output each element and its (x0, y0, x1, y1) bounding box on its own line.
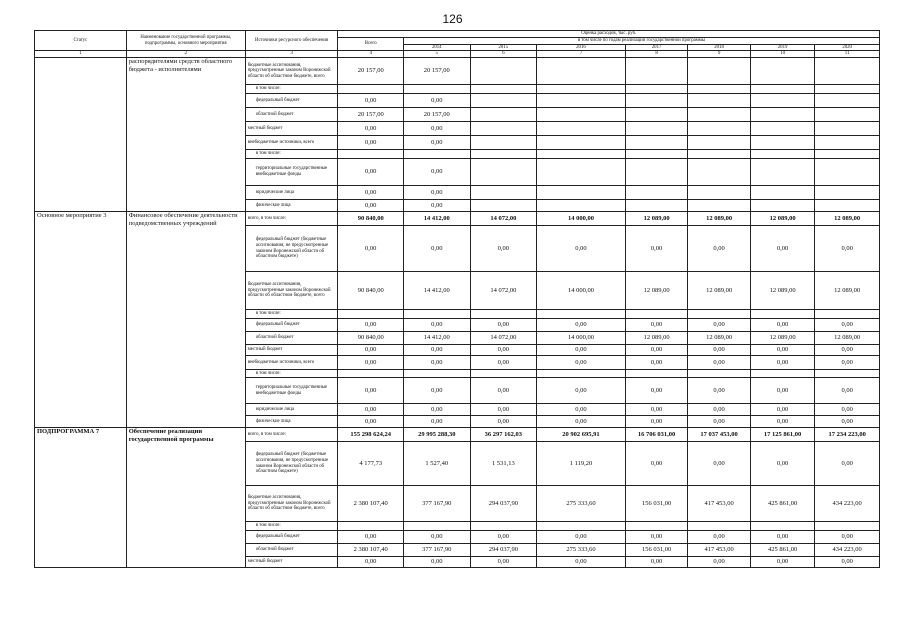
amount-cell: 425 861,00 (750, 486, 815, 522)
amount-cell: 14 000,00 (537, 332, 626, 345)
amount-cell (338, 85, 404, 94)
amount-cell (404, 522, 471, 531)
row-program-name: Обеспечение реализации государственной программы (126, 428, 245, 568)
amount-cell (750, 108, 815, 122)
amount-cell: 0,00 (537, 345, 626, 356)
amount-cell: 0,00 (537, 226, 626, 272)
funding-source: всего, в том числе: (245, 212, 338, 226)
amount-cell (537, 522, 626, 531)
amount-cell: 275 333,60 (537, 486, 626, 522)
amount-cell: 0,00 (470, 378, 537, 404)
amount-cell: 0,00 (625, 345, 688, 356)
amount-cell (625, 136, 688, 150)
funding-source: местный бюджет (245, 557, 338, 568)
amount-cell: 0,00 (338, 404, 404, 416)
amount-cell (688, 159, 751, 186)
amount-cell (750, 85, 815, 94)
amount-cell (470, 200, 537, 212)
amount-cell: 0,00 (815, 404, 880, 416)
amount-cell: 0,00 (688, 345, 751, 356)
amount-cell: 0,00 (625, 226, 688, 272)
amount-cell: 2 380 107,40 (338, 544, 404, 557)
amount-cell: 20 157,00 (404, 108, 471, 122)
amount-cell (815, 522, 880, 531)
funding-source: территориальные государственные внебюджетные фонды (245, 378, 338, 404)
amount-cell: 0,00 (688, 557, 751, 568)
amount-cell (537, 122, 626, 136)
amount-cell: 0,00 (815, 345, 880, 356)
amount-cell: 0,00 (815, 319, 880, 332)
amount-cell: 0,00 (537, 319, 626, 332)
amount-cell: 0,00 (470, 226, 537, 272)
amount-cell (688, 150, 751, 159)
amount-cell (625, 58, 688, 85)
funding-source: федеральный бюджет (245, 94, 338, 108)
amount-cell: 0,00 (404, 186, 471, 200)
amount-cell: 90 840,00 (338, 212, 404, 226)
header-status: Статус (35, 31, 127, 51)
funding-source: в том числе: (245, 150, 338, 159)
amount-cell (625, 200, 688, 212)
amount-cell (688, 522, 751, 531)
amount-cell: 0,00 (688, 416, 751, 428)
amount-cell: 0,00 (338, 186, 404, 200)
amount-cell: 0,00 (338, 226, 404, 272)
amount-cell (688, 370, 751, 378)
amount-cell (815, 370, 880, 378)
header-year: 2015 (470, 44, 537, 51)
column-number: 8 (625, 51, 688, 58)
amount-cell: 0,00 (404, 200, 471, 212)
amount-cell: 417 453,00 (688, 486, 751, 522)
amount-cell (470, 159, 537, 186)
amount-cell (537, 85, 626, 94)
amount-cell (688, 136, 751, 150)
amount-cell: 155 298 624,24 (338, 428, 404, 442)
amount-cell: 0,00 (338, 356, 404, 370)
amount-cell: 17 037 453,00 (688, 428, 751, 442)
amount-cell (537, 150, 626, 159)
amount-cell: 20 157,00 (404, 58, 471, 85)
funding-source: местный бюджет (245, 122, 338, 136)
amount-cell (750, 122, 815, 136)
amount-cell (750, 58, 815, 85)
amount-cell (688, 122, 751, 136)
amount-cell (688, 200, 751, 212)
amount-cell: 0,00 (404, 378, 471, 404)
amount-cell: 294 037,90 (470, 486, 537, 522)
amount-cell: 0,00 (750, 345, 815, 356)
amount-cell: 0,00 (625, 557, 688, 568)
funding-source: юридические лица (245, 404, 338, 416)
amount-cell: 0,00 (750, 404, 815, 416)
amount-cell (537, 58, 626, 85)
amount-cell (404, 310, 471, 319)
amount-cell (625, 94, 688, 108)
amount-cell (688, 310, 751, 319)
funding-source: бюджетные ассигнования, предусмотренные законом Воронежской области об областном бюджете, всего (245, 272, 338, 310)
column-number: 4 (338, 51, 404, 58)
amount-cell: 0,00 (815, 356, 880, 370)
amount-cell: 20 157,00 (338, 58, 404, 85)
amount-cell: 20 157,00 (338, 108, 404, 122)
row-status (35, 58, 127, 212)
amount-cell: 377 167,90 (404, 544, 471, 557)
header-estimate: Оценка расходов, тыс. руб. (338, 31, 880, 38)
amount-cell: 0,00 (625, 416, 688, 428)
amount-cell: 0,00 (815, 531, 880, 544)
funding-source: федеральный бюджет (бюджетные ассигнования, не предусмотренные законом Воронежской области об областном бюджете) (245, 442, 338, 486)
amount-cell (750, 94, 815, 108)
amount-cell (537, 200, 626, 212)
amount-cell: 14 000,00 (537, 212, 626, 226)
funding-source: местный бюджет (245, 345, 338, 356)
amount-cell: 0,00 (338, 159, 404, 186)
amount-cell (625, 122, 688, 136)
amount-cell: 434 223,00 (815, 486, 880, 522)
amount-cell (688, 85, 751, 94)
amount-cell (338, 150, 404, 159)
amount-cell: 0,00 (404, 416, 471, 428)
column-number: 1 (35, 51, 127, 58)
amount-cell (404, 370, 471, 378)
amount-cell: 1 527,40 (404, 442, 471, 486)
amount-cell: 14 412,00 (404, 212, 471, 226)
amount-cell (815, 136, 880, 150)
amount-cell: 12 089,00 (688, 332, 751, 345)
amount-cell: 12 089,00 (625, 272, 688, 310)
amount-cell (625, 150, 688, 159)
amount-cell (625, 108, 688, 122)
amount-cell: 14 412,00 (404, 332, 471, 345)
header-name: Наименование государственной программы, подпрограммы, основного мероприятия (126, 31, 245, 51)
amount-cell: 17 125 861,00 (750, 428, 815, 442)
amount-cell: 0,00 (404, 557, 471, 568)
amount-cell: 156 031,00 (625, 544, 688, 557)
amount-cell: 377 167,90 (404, 486, 471, 522)
row-status: Основное мероприятие 3 (35, 212, 127, 428)
amount-cell: 20 902 695,91 (537, 428, 626, 442)
funding-source: территориальные государственные внебюджетные фонды (245, 159, 338, 186)
amount-cell: 0,00 (750, 356, 815, 370)
amount-cell: 425 861,00 (750, 544, 815, 557)
column-number: 7 (537, 51, 626, 58)
amount-cell: 0,00 (338, 345, 404, 356)
amount-cell: 434 223,00 (815, 544, 880, 557)
amount-cell: 0,00 (815, 378, 880, 404)
amount-cell: 275 333,60 (537, 544, 626, 557)
amount-cell (688, 58, 751, 85)
amount-cell: 0,00 (404, 404, 471, 416)
amount-cell (470, 94, 537, 108)
amount-cell: 0,00 (338, 94, 404, 108)
amount-cell: 0,00 (688, 442, 751, 486)
amount-cell (750, 522, 815, 531)
amount-cell (470, 85, 537, 94)
amount-cell: 12 089,00 (625, 212, 688, 226)
amount-cell (815, 159, 880, 186)
column-number: 2 (126, 51, 245, 58)
amount-cell: 0,00 (537, 404, 626, 416)
amount-cell (815, 122, 880, 136)
funding-source: в том числе: (245, 370, 338, 378)
amount-cell: 0,00 (470, 404, 537, 416)
column-number: 11 (815, 51, 880, 58)
amount-cell: 0,00 (625, 442, 688, 486)
header-year: 2018 (688, 44, 751, 51)
amount-cell: 0,00 (338, 557, 404, 568)
funding-source: областной бюджет (245, 544, 338, 557)
amount-cell: 0,00 (815, 416, 880, 428)
amount-cell: 0,00 (338, 416, 404, 428)
funding-source: федеральный бюджет (бюджетные ассигнования, не предусмотренные законом Воронежской области об областном бюджете) (245, 226, 338, 272)
header-year: 2014 (404, 44, 471, 51)
header-total: Всего (338, 37, 404, 51)
amount-cell (688, 186, 751, 200)
amount-cell: 1 531,13 (470, 442, 537, 486)
amount-cell (537, 310, 626, 319)
funding-source: бюджетные ассигнования, предусмотренные законом Воронежской области об областном бюджете, всего (245, 58, 338, 85)
amount-cell (625, 370, 688, 378)
header-year: 2020 (815, 44, 880, 51)
amount-cell: 0,00 (750, 226, 815, 272)
amount-cell: 0,00 (470, 356, 537, 370)
amount-cell: 0,00 (815, 442, 880, 486)
amount-cell: 0,00 (338, 200, 404, 212)
amount-cell (688, 108, 751, 122)
amount-cell: 0,00 (688, 319, 751, 332)
amount-cell: 4 177,73 (338, 442, 404, 486)
amount-cell: 12 089,00 (688, 212, 751, 226)
amount-cell: 0,00 (404, 356, 471, 370)
amount-cell: 0,00 (404, 345, 471, 356)
amount-cell: 0,00 (338, 319, 404, 332)
amount-cell: 294 037,90 (470, 544, 537, 557)
amount-cell (470, 310, 537, 319)
funding-source: всего, в том числе: (245, 428, 338, 442)
funding-source: областной бюджет (245, 332, 338, 345)
amount-cell: 14 412,00 (404, 272, 471, 310)
amount-cell: 0,00 (404, 94, 471, 108)
amount-cell: 0,00 (404, 531, 471, 544)
funding-source: физические лица (245, 200, 338, 212)
amount-cell: 0,00 (470, 416, 537, 428)
amount-cell: 14 072,00 (470, 272, 537, 310)
amount-cell: 12 089,00 (815, 212, 880, 226)
amount-cell: 0,00 (338, 122, 404, 136)
amount-cell (470, 150, 537, 159)
amount-cell (338, 370, 404, 378)
amount-cell: 0,00 (750, 557, 815, 568)
amount-cell: 12 089,00 (750, 332, 815, 345)
amount-cell: 17 234 223,00 (815, 428, 880, 442)
amount-cell: 90 840,00 (338, 332, 404, 345)
amount-cell (470, 186, 537, 200)
expenditure-table (34, 30, 880, 568)
amount-cell (625, 310, 688, 319)
amount-cell (470, 370, 537, 378)
amount-cell (404, 85, 471, 94)
amount-cell (338, 310, 404, 319)
amount-cell (750, 200, 815, 212)
amount-cell: 0,00 (470, 319, 537, 332)
amount-cell: 14 072,00 (470, 212, 537, 226)
funding-source: внебюджетные источники, всего (245, 136, 338, 150)
amount-cell (750, 159, 815, 186)
amount-cell: 417 453,00 (688, 544, 751, 557)
amount-cell (537, 159, 626, 186)
amount-cell: 0,00 (470, 345, 537, 356)
amount-cell: 0,00 (815, 557, 880, 568)
amount-cell (537, 108, 626, 122)
amount-cell (470, 136, 537, 150)
amount-cell (815, 150, 880, 159)
amount-cell (625, 85, 688, 94)
amount-cell: 2 380 107,40 (338, 486, 404, 522)
header-year: 2019 (750, 44, 815, 51)
amount-cell (750, 150, 815, 159)
amount-cell: 12 089,00 (815, 332, 880, 345)
amount-cell: 0,00 (625, 378, 688, 404)
amount-cell (537, 186, 626, 200)
funding-source: федеральный бюджет (245, 319, 338, 332)
amount-cell (688, 94, 751, 108)
amount-cell: 12 089,00 (625, 332, 688, 345)
amount-cell: 0,00 (537, 356, 626, 370)
amount-cell: 0,00 (625, 404, 688, 416)
amount-cell: 12 089,00 (688, 272, 751, 310)
amount-cell: 29 995 288,30 (404, 428, 471, 442)
amount-cell (815, 94, 880, 108)
amount-cell: 14 000,00 (537, 272, 626, 310)
column-number: 5 (404, 51, 471, 58)
amount-cell: 12 089,00 (750, 212, 815, 226)
amount-cell (815, 310, 880, 319)
header-source: Источники ресурсного обеспечения (245, 31, 338, 51)
amount-cell: 12 089,00 (815, 272, 880, 310)
amount-cell (750, 186, 815, 200)
amount-cell (537, 370, 626, 378)
amount-cell: 90 840,00 (338, 272, 404, 310)
amount-cell: 0,00 (537, 531, 626, 544)
amount-cell: 0,00 (688, 378, 751, 404)
amount-cell (750, 136, 815, 150)
amount-cell (537, 94, 626, 108)
table-row (35, 428, 880, 442)
funding-source: физические лица (245, 416, 338, 428)
amount-cell: 36 297 162,03 (470, 428, 537, 442)
amount-cell: 0,00 (404, 319, 471, 332)
amount-cell (815, 85, 880, 94)
amount-cell: 0,00 (537, 416, 626, 428)
amount-cell (470, 108, 537, 122)
amount-cell: 0,00 (750, 531, 815, 544)
amount-cell: 16 706 031,00 (625, 428, 688, 442)
amount-cell (404, 150, 471, 159)
amount-cell: 156 031,00 (625, 486, 688, 522)
amount-cell: 12 089,00 (750, 272, 815, 310)
amount-cell (815, 200, 880, 212)
header-year: 2017 (625, 44, 688, 51)
amount-cell: 0,00 (688, 531, 751, 544)
amount-cell: 0,00 (338, 531, 404, 544)
amount-cell: 0,00 (404, 136, 471, 150)
amount-cell (815, 108, 880, 122)
amount-cell (470, 58, 537, 85)
amount-cell (625, 186, 688, 200)
amount-cell: 0,00 (625, 531, 688, 544)
page-number: 126 (442, 12, 463, 26)
column-number: 10 (750, 51, 815, 58)
amount-cell: 0,00 (625, 356, 688, 370)
amount-cell: 0,00 (338, 378, 404, 404)
amount-cell: 0,00 (537, 378, 626, 404)
amount-cell: 0,00 (404, 159, 471, 186)
funding-source: федеральный бюджет (245, 531, 338, 544)
amount-cell: 14 072,00 (470, 332, 537, 345)
amount-cell (625, 159, 688, 186)
column-number: 3 (245, 51, 338, 58)
amount-cell: 0,00 (404, 122, 471, 136)
amount-cell: 0,00 (815, 226, 880, 272)
amount-cell (750, 370, 815, 378)
amount-cell: 0,00 (750, 416, 815, 428)
amount-cell: 0,00 (470, 557, 537, 568)
header-by-years: в том числе по годам реализации государственной программы (404, 37, 880, 44)
table-row (35, 212, 880, 226)
funding-source: в том числе: (245, 522, 338, 531)
amount-cell: 0,00 (338, 136, 404, 150)
funding-source: бюджетные ассигнования, предусмотренные законом Воронежской области об областном бюджете, всего (245, 486, 338, 522)
amount-cell: 0,00 (404, 226, 471, 272)
table-row (35, 58, 880, 85)
funding-source: внебюджетные источники, всего (245, 356, 338, 370)
amount-cell (750, 310, 815, 319)
amount-cell: 1 119,20 (537, 442, 626, 486)
amount-cell: 0,00 (537, 557, 626, 568)
amount-cell (625, 522, 688, 531)
amount-cell: 0,00 (470, 531, 537, 544)
amount-cell (470, 122, 537, 136)
amount-cell (338, 522, 404, 531)
amount-cell: 0,00 (688, 356, 751, 370)
funding-source: областной бюджет (245, 108, 338, 122)
amount-cell (537, 136, 626, 150)
amount-cell: 0,00 (750, 319, 815, 332)
funding-source: юридические лица (245, 186, 338, 200)
amount-cell: 0,00 (688, 404, 751, 416)
amount-cell: 0,00 (688, 226, 751, 272)
amount-cell (470, 522, 537, 531)
funding-source: в том числе: (245, 310, 338, 319)
row-status: ПОДПРОГРАММА 7 (35, 428, 127, 568)
column-number: 9 (688, 51, 751, 58)
amount-cell (815, 58, 880, 85)
amount-cell: 0,00 (750, 442, 815, 486)
column-number: 6 (470, 51, 537, 58)
header-year: 2016 (537, 44, 626, 51)
amount-cell (815, 186, 880, 200)
row-program-name: распорядителями средств областного бюджета - исполнителями (126, 58, 245, 212)
row-program-name: Финансовое обеспечение деятельности подведомственных учреждений (126, 212, 245, 428)
amount-cell: 0,00 (750, 378, 815, 404)
amount-cell: 0,00 (625, 319, 688, 332)
funding-source: в том числе: (245, 85, 338, 94)
